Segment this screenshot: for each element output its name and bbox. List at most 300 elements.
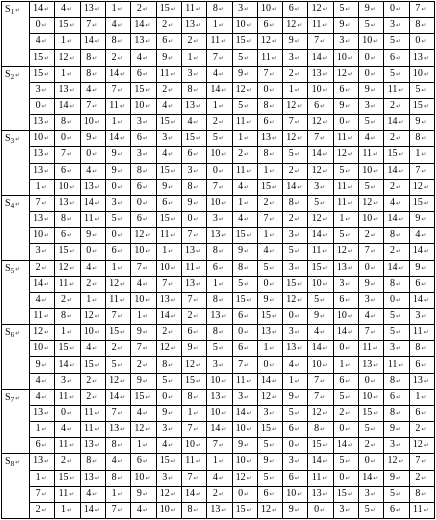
- paragraph-mark-icon: ↵: [142, 507, 148, 514]
- sbox-cell: [232, 163, 257, 179]
- sbox-cell: [283, 276, 308, 292]
- sbox-cell: [131, 244, 156, 260]
- sbox-cell: [131, 454, 156, 470]
- sbox-row: [2, 82, 435, 98]
- sbox-cell: [207, 228, 232, 244]
- paragraph-mark-icon: ↵: [396, 427, 402, 434]
- sbox-cell: [207, 308, 232, 324]
- sbox-cell-value: 3: [187, 164, 193, 176]
- sbox-cell-value: 5: [390, 487, 396, 499]
- sbox-cell-value: 8: [390, 406, 396, 418]
- sbox-cell-value: 15: [134, 83, 145, 95]
- sbox-label: [2, 260, 30, 325]
- sbox-cell-value: 7: [35, 196, 41, 208]
- paragraph-mark-icon: ↵: [145, 23, 151, 30]
- sbox-cell-value: 5: [288, 245, 294, 257]
- sbox-cell: [333, 228, 358, 244]
- sbox-cell: [80, 454, 105, 470]
- sbox-cell: [359, 98, 384, 114]
- sbox-cell: [409, 66, 434, 82]
- sbox-cell-value: 6: [111, 245, 117, 257]
- sbox-cell: [384, 163, 409, 179]
- sbox-cell-value: 4: [364, 132, 370, 144]
- sbox-cell-value: 15: [260, 180, 271, 192]
- paragraph-mark-icon: ↵: [142, 281, 148, 288]
- sbox-cell: [181, 115, 206, 131]
- sbox-cell-value: 2: [364, 229, 370, 241]
- paragraph-mark-icon: ↵: [294, 152, 300, 159]
- paragraph-mark-icon: ↵: [142, 330, 148, 337]
- paragraph-mark-icon: ↵: [246, 87, 252, 94]
- paragraph-mark-icon: ↵: [271, 39, 277, 46]
- sbox-cell: [207, 50, 232, 66]
- sbox-cell: [333, 34, 358, 50]
- paragraph-mark-icon: ↵: [269, 281, 275, 288]
- sbox-cell-value: 1: [187, 406, 193, 418]
- sbox-cell: [105, 50, 130, 66]
- sbox-cell: [308, 486, 333, 502]
- sbox-cell: [333, 292, 358, 308]
- sbox-cell-value: 9: [162, 406, 168, 418]
- paragraph-mark-icon: ↵: [117, 7, 123, 14]
- paragraph-mark-icon: ↵: [322, 233, 328, 240]
- sbox-cell: [359, 228, 384, 244]
- paragraph-mark-icon: ↵: [421, 23, 427, 30]
- sbox-cell-value: 13: [159, 293, 170, 305]
- sbox-cell-value: 9: [390, 423, 396, 435]
- paragraph-mark-icon: ↵: [423, 184, 429, 191]
- sbox-cell-value: 11: [83, 423, 94, 435]
- paragraph-mark-icon: ↵: [322, 152, 328, 159]
- sbox-cell-value: 13: [33, 455, 44, 467]
- sbox-cell-value: 2: [238, 148, 244, 160]
- paragraph-mark-icon: ↵: [421, 136, 427, 143]
- sbox-cell-value: 5: [212, 132, 218, 144]
- sbox-cell: [283, 131, 308, 147]
- paragraph-mark-icon: ↵: [373, 346, 379, 353]
- paragraph-mark-icon: ↵: [244, 71, 250, 78]
- paragraph-mark-icon: ↵: [142, 71, 148, 78]
- paragraph-mark-icon: ↵: [294, 427, 300, 434]
- sbox-cell-value: 15: [235, 293, 246, 305]
- sbox-cell: [80, 357, 105, 373]
- paragraph-mark-icon: ↵: [373, 168, 379, 175]
- sbox-cell-value: 0: [314, 503, 320, 515]
- sbox-cell: [181, 131, 206, 147]
- paragraph-mark-icon: ↵: [396, 184, 402, 191]
- sbox-cell-value: 4: [35, 293, 41, 305]
- sbox-cell: [30, 98, 55, 114]
- sbox-cell-value: 15: [286, 277, 297, 289]
- paragraph-mark-icon: ↵: [423, 249, 429, 256]
- sbox-cell: [80, 486, 105, 502]
- sbox-cell: [333, 195, 358, 211]
- paragraph-mark-icon: ↵: [396, 346, 402, 353]
- sbox-cell-value: 1: [136, 310, 142, 322]
- sbox-cell: [359, 405, 384, 421]
- sbox-cell: [181, 470, 206, 486]
- sbox-cell: [207, 66, 232, 82]
- paragraph-mark-icon: ↵: [94, 427, 100, 434]
- paragraph-mark-icon: ↵: [168, 184, 174, 191]
- sbox-cell: [308, 341, 333, 357]
- sbox-cell: [232, 486, 257, 502]
- sbox-cell-value: 13: [210, 229, 221, 241]
- sbox-cell: [131, 405, 156, 421]
- sbox-cell-value: 1: [288, 374, 294, 386]
- sbox-cell-value: 12: [159, 487, 170, 499]
- paragraph-mark-icon: ↵: [373, 410, 379, 417]
- sbox-cell-value: 8: [60, 213, 66, 225]
- sbox-cell-value: 5: [314, 293, 320, 305]
- paragraph-mark-icon: ↵: [69, 491, 75, 498]
- paragraph-mark-icon: ↵: [421, 87, 427, 94]
- sbox-cell-value: 6: [136, 180, 142, 192]
- sbox-cell-value: 8: [212, 326, 218, 338]
- paragraph-mark-icon: ↵: [396, 394, 402, 401]
- sbox-cell: [359, 82, 384, 98]
- sbox-cell: [308, 405, 333, 421]
- paragraph-mark-icon: ↵: [92, 23, 98, 30]
- paragraph-mark-icon: ↵: [196, 491, 202, 498]
- paragraph-mark-icon: ↵: [117, 55, 123, 62]
- sbox-cell: [333, 66, 358, 82]
- paragraph-mark-icon: ↵: [345, 233, 351, 240]
- sbox-cell-value: 5: [288, 148, 294, 160]
- sbox-cell: [232, 147, 257, 163]
- paragraph-mark-icon: ↵: [244, 200, 250, 207]
- sbox-cell: [156, 502, 181, 518]
- sbox-cell: [30, 131, 55, 147]
- sbox-cell-value: 0: [238, 487, 244, 499]
- paragraph-mark-icon: ↵: [221, 200, 227, 207]
- sbox-cell-value: 4: [60, 3, 66, 15]
- sbox-cell: [30, 34, 55, 50]
- sbox-cell-value: 4: [111, 455, 117, 467]
- sbox-cell-value: 2: [162, 326, 168, 338]
- sbox-cell: [131, 66, 156, 82]
- sbox-row: [2, 357, 435, 373]
- sbox-cell-value: 10: [210, 148, 221, 160]
- sbox-cell: [207, 115, 232, 131]
- paragraph-mark-icon: ↵: [170, 233, 176, 240]
- sbox-cell: [409, 82, 434, 98]
- sbox-cell-value: 5: [364, 19, 370, 31]
- sbox-cell-value: 14: [336, 439, 347, 451]
- sbox-cell-value: 10: [134, 245, 145, 257]
- sbox-cell: [55, 244, 80, 260]
- paragraph-mark-icon: ↵: [246, 378, 252, 385]
- paragraph-mark-icon: ↵: [320, 39, 326, 46]
- sbox-cell-value: 4: [86, 83, 92, 95]
- sbox-cell: [105, 373, 130, 389]
- sbox-label: [2, 325, 30, 390]
- paragraph-mark-icon: ↵: [193, 152, 199, 159]
- sbox-cell: [232, 325, 257, 341]
- sbox-cell-value: 13: [185, 277, 196, 289]
- sbox-cell-value: 13: [210, 310, 221, 322]
- paragraph-mark-icon: ↵: [168, 55, 174, 62]
- paragraph-mark-icon: ↵: [244, 314, 250, 321]
- paragraph-mark-icon: ↵: [347, 200, 353, 207]
- paragraph-mark-icon: ↵: [69, 394, 75, 401]
- sbox-cell: [207, 341, 232, 357]
- sbox-cell: [283, 147, 308, 163]
- sbox-cell-value: 3: [288, 326, 294, 338]
- paragraph-mark-icon: ↵: [320, 104, 326, 111]
- sbox-cell: [80, 373, 105, 389]
- sbox-cell: [232, 470, 257, 486]
- sbox-cell-value: 15: [58, 471, 69, 483]
- sbox-label-name: S: [5, 4, 11, 15]
- sbox-cell: [333, 470, 358, 486]
- paragraph-mark-icon: ↵: [218, 265, 224, 272]
- sbox-cell: [359, 260, 384, 276]
- sbox-cell: [181, 292, 206, 308]
- sbox-cell-value: 8: [390, 374, 396, 386]
- sbox-cell: [359, 34, 384, 50]
- paragraph-mark-icon: ↵: [66, 7, 72, 14]
- sbox-cell-value: 15: [159, 3, 170, 15]
- sbox-cell: [384, 179, 409, 195]
- sbox-cell-value: 7: [86, 100, 92, 112]
- sbox-cell-value: 4: [86, 342, 92, 354]
- sbox-cell-value: 2: [339, 406, 345, 418]
- sbox-cell-value: 3: [35, 83, 41, 95]
- sbox-cell: [384, 18, 409, 34]
- sbox-cell: [156, 486, 181, 502]
- sbox-cell: [55, 373, 80, 389]
- sbox-cell-value: 9: [263, 455, 269, 467]
- paragraph-mark-icon: ↵: [297, 346, 303, 353]
- sbox-cell: [30, 454, 55, 470]
- sbox-cell-value: 3: [212, 213, 218, 225]
- sbox-cell-value: 0: [136, 196, 142, 208]
- sbox-cell: [207, 357, 232, 373]
- sbox-cell-value: 2: [390, 100, 396, 112]
- paragraph-mark-icon: ↵: [244, 55, 250, 62]
- sbox-cell: [333, 115, 358, 131]
- paragraph-mark-icon: ↵: [396, 23, 402, 30]
- sbox-cell: [384, 502, 409, 518]
- paragraph-mark-icon: ↵: [246, 168, 252, 175]
- sbox-cell: [131, 341, 156, 357]
- paragraph-mark-icon: ↵: [345, 104, 351, 111]
- paragraph-mark-icon: ↵: [168, 39, 174, 46]
- sbox-cell: [333, 244, 358, 260]
- paragraph-mark-icon: ↵: [345, 475, 351, 482]
- sbox-row: [2, 244, 435, 260]
- sbox-cell: [181, 195, 206, 211]
- paragraph-mark-icon: ↵: [345, 427, 351, 434]
- paragraph-mark-icon: ↵: [145, 39, 151, 46]
- sbox-cell-value: 0: [60, 406, 66, 418]
- sbox-cell-value: 3: [339, 35, 345, 47]
- sbox-cell-value: 10: [362, 35, 373, 47]
- sbox-cell-value: 6: [187, 326, 193, 338]
- paragraph-mark-icon: ↵: [370, 330, 376, 337]
- paragraph-mark-icon: ↵: [66, 410, 72, 417]
- paragraph-mark-icon: ↵: [396, 443, 402, 450]
- sbox-cell-value: 1: [60, 326, 66, 338]
- sbox-row: [2, 325, 435, 341]
- paragraph-mark-icon: ↵: [423, 104, 429, 111]
- sbox-cell-value: 3: [212, 358, 218, 370]
- paragraph-mark-icon: ↵: [373, 152, 379, 159]
- sbox-cell: [409, 260, 434, 276]
- sbox-cell-value: 5: [162, 374, 168, 386]
- sbox-cell-value: 1: [339, 213, 345, 225]
- paragraph-mark-icon: ↵: [271, 314, 277, 321]
- sbox-cell: [384, 389, 409, 405]
- paragraph-mark-icon: ↵: [119, 297, 125, 304]
- paragraph-mark-icon: ↵: [196, 443, 202, 450]
- paragraph-mark-icon: ↵: [94, 330, 100, 337]
- paragraph-mark-icon: ↵: [218, 136, 224, 143]
- sbox-cell: [333, 357, 358, 373]
- sbox-cell-value: 0: [364, 455, 370, 467]
- sbox-cell: [207, 422, 232, 438]
- paragraph-mark-icon: ↵: [269, 233, 275, 240]
- paragraph-mark-icon: ↵: [294, 394, 300, 401]
- sbox-cell: [283, 454, 308, 470]
- sbox-cell: [257, 228, 282, 244]
- paragraph-mark-icon: ↵: [294, 459, 300, 466]
- sbox-cell: [105, 34, 130, 50]
- paragraph-mark-icon: ↵: [221, 507, 227, 514]
- sbox-cell-value: 9: [339, 19, 345, 31]
- paragraph-mark-icon: ↵: [218, 23, 224, 30]
- sbox-cell-value: 15: [159, 164, 170, 176]
- paragraph-mark-icon: ↵: [218, 459, 224, 466]
- sbox-cell: [80, 422, 105, 438]
- sbox-cell-value: 2: [60, 455, 66, 467]
- paragraph-mark-icon: ↵: [44, 71, 50, 78]
- sbox-cell: [105, 244, 130, 260]
- paragraph-mark-icon: ↵: [421, 168, 427, 175]
- paragraph-mark-icon: ↵: [170, 71, 176, 78]
- sbox-cell: [359, 2, 384, 18]
- sbox-cell-value: 4: [212, 471, 218, 483]
- sbox-cell-value: 2: [162, 19, 168, 31]
- sbox-cell: [131, 308, 156, 324]
- sbox-cell-value: 13: [210, 390, 221, 402]
- paragraph-mark-icon: ↵: [168, 249, 174, 256]
- sbox-cell: [55, 486, 80, 502]
- sbox-cell-value: 7: [415, 164, 421, 176]
- sbox-cell-value: 6: [390, 390, 396, 402]
- sbox-cell: [156, 373, 181, 389]
- sbox-cell: [384, 131, 409, 147]
- sbox-cell: [333, 163, 358, 179]
- sbox-cell-value: 8: [60, 116, 66, 128]
- sbox-cell-value: 12: [412, 439, 423, 451]
- sbox-cell-value: 9: [314, 310, 320, 322]
- paragraph-mark-icon: ↵: [271, 7, 277, 14]
- paragraph-mark-icon: ↵: [294, 378, 300, 385]
- paragraph-mark-icon: ↵: [244, 7, 250, 14]
- sbox-cell: [207, 260, 232, 276]
- paragraph-mark-icon: ↵: [15, 460, 21, 467]
- paragraph-mark-icon: ↵: [246, 507, 252, 514]
- sbox-cell-value: 5: [263, 261, 269, 273]
- paragraph-mark-icon: ↵: [142, 459, 148, 466]
- sbox-cell-value: 9: [364, 3, 370, 15]
- paragraph-mark-icon: ↵: [92, 104, 98, 111]
- sbox-cell-value: 0: [263, 277, 269, 289]
- sbox-cell-value: 7: [288, 116, 294, 128]
- paragraph-mark-icon: ↵: [196, 249, 202, 256]
- sbox-cell-value: 10: [286, 487, 297, 499]
- paragraph-mark-icon: ↵: [69, 200, 75, 207]
- sbox-cell-value: 9: [339, 100, 345, 112]
- sbox-cell: [359, 454, 384, 470]
- sbox-cell-value: 4: [162, 439, 168, 451]
- sbox-cell: [181, 66, 206, 82]
- sbox-cell: [207, 212, 232, 228]
- sbox-cell: [181, 147, 206, 163]
- sbox-cell: [30, 50, 55, 66]
- sbox-cell-value: 4: [212, 67, 218, 79]
- sbox-cell: [409, 502, 434, 518]
- sbox-cell-value: 11: [261, 51, 271, 63]
- paragraph-mark-icon: ↵: [117, 346, 123, 353]
- paragraph-mark-icon: ↵: [94, 507, 100, 514]
- paragraph-mark-icon: ↵: [347, 184, 353, 191]
- paragraph-mark-icon: ↵: [66, 507, 72, 514]
- paragraph-mark-icon: ↵: [221, 314, 227, 321]
- sbox-cell-value: 8: [263, 100, 269, 112]
- sbox-cell-value: 7: [415, 3, 421, 15]
- sbox-cell: [359, 438, 384, 454]
- sbox-cell: [207, 195, 232, 211]
- paragraph-mark-icon: ↵: [117, 491, 123, 498]
- paragraph-mark-icon: ↵: [322, 55, 328, 62]
- sbox-cell-value: 3: [60, 374, 66, 386]
- sbox-cell-value: 8: [314, 423, 320, 435]
- paragraph-mark-icon: ↵: [196, 136, 202, 143]
- sbox-cell: [80, 341, 105, 357]
- paragraph-mark-icon: ↵: [66, 39, 72, 46]
- sbox-cell: [333, 454, 358, 470]
- sbox-cell-value: 9: [111, 164, 117, 176]
- paragraph-mark-icon: ↵: [322, 265, 328, 272]
- paragraph-mark-icon: ↵: [373, 39, 379, 46]
- paragraph-mark-icon: ↵: [221, 152, 227, 159]
- sbox-cell-value: 10: [235, 423, 246, 435]
- sbox-cell: [283, 98, 308, 114]
- sbox-cell-value: 9: [111, 148, 117, 160]
- sbox-cell-value: 12: [311, 116, 322, 128]
- sbox-cell: [181, 438, 206, 454]
- sbox-cell-value: 6: [263, 19, 269, 31]
- sbox-cell-value: 2: [390, 245, 396, 257]
- paragraph-mark-icon: ↵: [421, 346, 427, 353]
- sbox-cell-value: 1: [212, 19, 218, 31]
- paragraph-mark-icon: ↵: [345, 217, 351, 224]
- paragraph-mark-icon: ↵: [370, 184, 376, 191]
- sbox-cell: [232, 422, 257, 438]
- sbox-cell: [232, 212, 257, 228]
- sbox-cell-value: 11: [235, 116, 246, 128]
- paragraph-mark-icon: ↵: [195, 7, 201, 14]
- paragraph-mark-icon: ↵: [41, 443, 47, 450]
- sbox-row: [2, 131, 435, 147]
- paragraph-mark-icon: ↵: [421, 281, 427, 288]
- sbox-cell: [105, 18, 130, 34]
- sbox-cell-value: 2: [364, 439, 370, 451]
- paragraph-mark-icon: ↵: [271, 427, 277, 434]
